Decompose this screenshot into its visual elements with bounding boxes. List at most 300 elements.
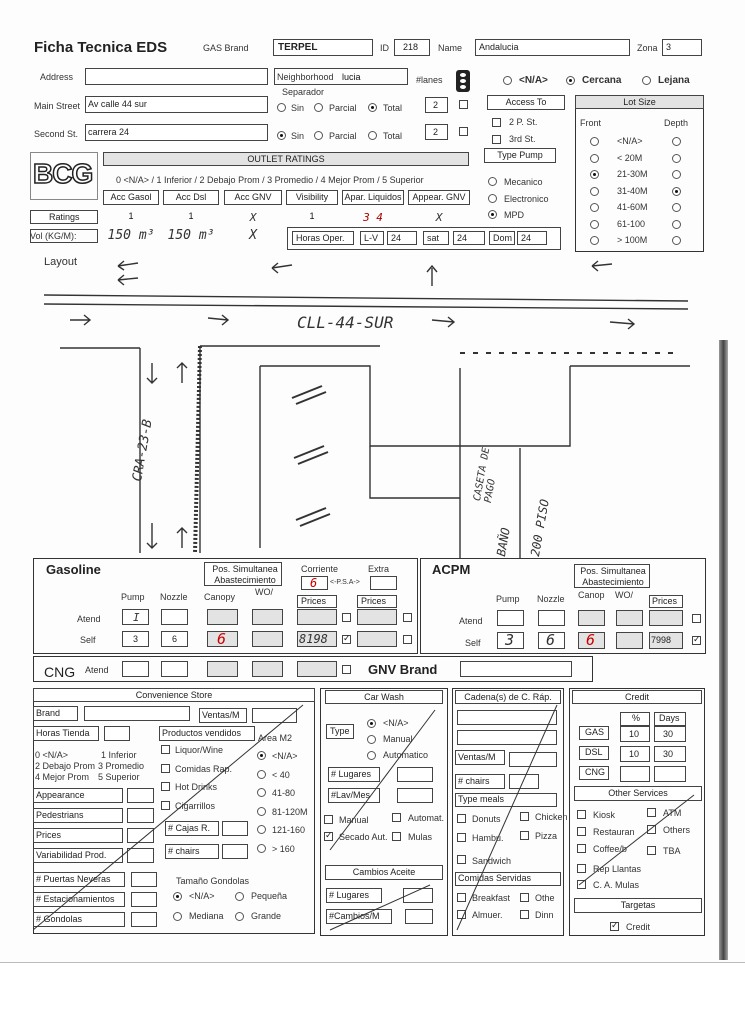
piso-label: 200 PISO — [528, 498, 552, 558]
acpm-self-price-value: 7998 — [651, 635, 672, 645]
proximity-na-label: <N/A> — [519, 75, 548, 86]
second-lanes-field[interactable] — [425, 124, 448, 140]
pump-electronico-label: Electronico — [504, 194, 549, 204]
store-rating-label: Pedestrians — [36, 810, 84, 820]
tamano-label: Tamaño Gondolas — [176, 876, 250, 886]
productos-label: Productos vendidos — [162, 728, 242, 738]
cng-price[interactable] — [297, 661, 337, 677]
gas-nozzle-label: Nozzle — [160, 592, 188, 602]
lot-depth-radio[interactable] — [672, 203, 681, 212]
area-label-option: 121-160 — [272, 825, 306, 835]
acpm-title: ACPM — [432, 562, 471, 577]
product-label: Liquor/Wine — [175, 745, 224, 755]
credit-dsl-label: DSL — [585, 747, 603, 757]
layout-sketch — [40, 258, 700, 558]
main-parcial-label: Parcial — [329, 103, 357, 113]
acpm-atend-wo[interactable] — [616, 610, 643, 626]
acpm-self-price-check[interactable] — [692, 636, 701, 645]
credit-gas-days-value: 30 — [663, 729, 674, 739]
gas-prices-label: Prices — [301, 596, 327, 606]
second-sin-label: Sin — [291, 131, 305, 141]
almuer-label: Almuer. — [472, 910, 503, 920]
proximity-cercana-radio[interactable] — [566, 76, 575, 85]
psa-field[interactable] — [301, 576, 328, 590]
acpm-atend-price[interactable] — [649, 610, 683, 626]
gas-atend-extra-price[interactable] — [357, 609, 397, 625]
gas-atend-label: Atend — [77, 614, 101, 624]
gas-atend-price-check[interactable] — [342, 613, 351, 622]
gas-self-canopy-value: 6 — [217, 630, 227, 648]
access-3rdst-label: 3rd St. — [509, 134, 536, 144]
brand-label: Brand — [36, 708, 61, 718]
lot-option-label: 61-100 — [617, 218, 646, 229]
acpm-atend-canopy[interactable] — [578, 610, 605, 626]
carwash-automat-label: Automat. — [408, 813, 445, 823]
zona-label: Zona — [637, 43, 658, 53]
lot-depth-radio[interactable] — [672, 154, 681, 163]
acpm-atend-price-check[interactable] — [692, 614, 701, 623]
gas-self-nozzle[interactable] — [161, 631, 188, 647]
horas-label-box — [292, 231, 354, 245]
outlet-column-label: Apar. Liquidos — [344, 192, 402, 202]
outlet-rating-value: 3 4 — [363, 211, 383, 224]
name-label: Name — [438, 43, 463, 53]
area-label-option: < 40 — [272, 769, 290, 780]
credit-dsl-pct[interactable] — [620, 746, 650, 762]
pump-mecanico-radio[interactable] — [488, 177, 497, 186]
type-pump-title: Type Pump — [484, 148, 556, 163]
dinn-label: Dinn — [535, 910, 554, 920]
cng-nozzle[interactable] — [161, 661, 188, 677]
credit-dsl-pct-value: 10 — [629, 749, 640, 759]
cng-wo[interactable] — [252, 661, 283, 677]
gas-self-price[interactable] — [297, 631, 337, 647]
cng-title: CNG — [44, 664, 76, 680]
page-bottom-margin — [0, 962, 745, 1024]
credit-cng-days[interactable] — [654, 766, 686, 782]
lot-front-radio[interactable] — [590, 137, 599, 146]
lot-option-label: > 100M — [617, 235, 648, 245]
id-field[interactable] — [394, 39, 430, 56]
extra-field[interactable] — [370, 576, 397, 590]
name-field[interactable] — [475, 39, 630, 56]
carwash-manual-label: Manual — [383, 734, 413, 744]
store-scale-b: 1 Inferior — [101, 750, 137, 760]
outlet-column-header — [163, 190, 219, 205]
gas-self-nozzle-value: 6 — [172, 634, 178, 644]
second-parcial-radio[interactable] — [314, 131, 323, 140]
acpm-self-pump[interactable] — [497, 632, 524, 649]
puertas-label: # Puertas Neveras — [36, 874, 111, 884]
cng-price-check[interactable] — [342, 665, 351, 674]
street-main-label: CLL-44-SUR — [297, 313, 394, 332]
id-label: ID — [380, 43, 389, 53]
lot-front-radio[interactable] — [590, 236, 599, 245]
lav-mes-label: #Lav/Mes — [331, 790, 371, 800]
dom-label-box — [489, 231, 515, 245]
others-label: Others — [663, 825, 691, 835]
mulas-label: Mulas — [408, 832, 433, 842]
gas-atend-wo[interactable] — [252, 609, 283, 625]
lot-option-label: < 20M — [617, 152, 643, 163]
second-street-field[interactable] — [85, 124, 268, 141]
acpm-self-nozzle[interactable] — [538, 632, 565, 649]
name-value: Andalucia — [479, 42, 519, 52]
separador-label: Separador — [282, 87, 325, 97]
tba-label: TBA — [663, 846, 681, 856]
credit-gas-days[interactable] — [654, 726, 686, 742]
sat-label-box — [423, 231, 449, 245]
outlet-column-label: Acc GNV — [234, 192, 272, 202]
store-scale-f: 5 Superior — [98, 772, 140, 782]
credit-strike-line — [569, 790, 705, 890]
horas-tienda-label: Horas Tienda — [36, 728, 90, 738]
ca-mulas-label: C. A. Mulas — [593, 880, 640, 890]
main-total-radio[interactable] — [368, 103, 377, 112]
other-services-title: Other Services — [574, 786, 702, 801]
lv-field[interactable] — [387, 231, 417, 245]
bcg-logo-text: BCG — [33, 158, 93, 189]
credit-gas-pct-value: 10 — [629, 729, 640, 739]
outlet-column-header — [408, 190, 470, 205]
acpm-self-pump-value: 3 — [505, 631, 515, 649]
credit-cng-pct[interactable] — [620, 766, 650, 782]
access-2pst-label: 2 P. St. — [509, 117, 538, 127]
outlet-rating-value: 1 — [309, 211, 315, 221]
store-scale-e: 4 Mejor Prom — [35, 772, 90, 782]
sat-field[interactable] — [453, 231, 485, 245]
credit-dsl-days[interactable] — [654, 746, 686, 762]
store-chairs-label: # chairs — [168, 846, 200, 856]
lot-front-radio[interactable] — [590, 170, 599, 179]
store-strike-line — [33, 690, 315, 935]
pos-simultanea-label: Pos. Simultanea Abastecimiento — [212, 564, 278, 585]
carwash-type-label: Type — [330, 726, 350, 736]
product-label: Comidas Rap. — [175, 763, 233, 774]
gas-atend-pump[interactable] — [122, 609, 149, 625]
second-total-radio[interactable] — [368, 131, 377, 140]
outlet-rating-value: 1 — [128, 211, 134, 221]
cajas-label: # Cajas R. — [168, 823, 211, 833]
outlet-column-label: Acc Dsl — [175, 192, 207, 202]
lot-front-radio[interactable] — [590, 154, 599, 163]
ventas-label: Ventas/M — [202, 710, 240, 720]
carwash-manual2-label: Manual — [339, 815, 369, 825]
othe-label: Othe — [535, 893, 555, 903]
store-scale-d: 3 Promedio — [98, 761, 145, 771]
lot-option-label: 21-30M — [617, 169, 648, 179]
main-sin-label: Sin — [291, 103, 305, 113]
restauran-label: Restauran — [593, 827, 635, 837]
gas-atend-nozzle[interactable] — [161, 609, 188, 625]
bano-label: BAÑO — [494, 526, 513, 558]
gondolas-label: # Gondolas — [36, 914, 83, 924]
carwash-title: Car Wash — [325, 690, 443, 704]
neighborhood-field[interactable] — [274, 68, 408, 85]
cadena-ventas-label: Ventas/M — [458, 752, 496, 762]
lot-option-label: 31-40M — [617, 185, 648, 196]
credit-days-label-box — [654, 712, 686, 726]
main-parcial-radio[interactable] — [314, 103, 323, 112]
outlet-scale: 0 <N/A> / 1 Inferior / 2 Debajo Prom / 3 Promedio / 4 Mejor Prom / 5 Superior — [116, 175, 424, 185]
store-scale-c: 2 Debajo Prom — [35, 761, 96, 771]
credit-pct-label: % — [632, 713, 641, 723]
gas-prices-extra-label-box — [357, 595, 397, 608]
pump-mecanico-label: Mecanico — [504, 177, 543, 187]
gas-self-extra-check[interactable] — [403, 635, 412, 644]
credit-gas-label: GAS — [585, 727, 605, 737]
outlet-column-header — [103, 190, 159, 205]
acpm-atend-label: Atend — [459, 616, 483, 626]
gas-prices-extra-label: Prices — [361, 596, 387, 606]
acpm-self-nozzle-value: 6 — [546, 631, 556, 649]
product-label: Cigarrillos — [175, 800, 216, 811]
credit-dsl-days-value: 30 — [663, 749, 674, 759]
dom-label: Dom — [493, 233, 513, 243]
lot-option-label: <N/A> — [617, 136, 643, 146]
acpm-atend-pump[interactable] — [497, 610, 524, 626]
dom-value: 24 — [521, 233, 532, 243]
cng-pump[interactable] — [122, 661, 149, 677]
gas-self-wo[interactable] — [252, 631, 283, 647]
gas-atend-price[interactable] — [297, 609, 337, 625]
neighborhood-value: lucia — [342, 72, 361, 82]
acpm-pos-simultanea-label: Pos. Simultanea Abastecimiento — [580, 566, 646, 587]
pump-electronico-radio[interactable] — [488, 194, 497, 203]
extra-label: Extra — [368, 564, 390, 574]
gas-self-pump[interactable] — [122, 631, 149, 647]
sat-label: sat — [427, 233, 440, 243]
cadena-strike-line — [452, 690, 564, 935]
tamano-mediana-label: Mediana — [189, 911, 224, 921]
carwash-automatico-label: Automatico — [383, 750, 429, 760]
main-lanes-field[interactable] — [425, 97, 448, 113]
lot-front-radio[interactable] — [590, 220, 599, 229]
zona-field[interactable] — [662, 39, 702, 56]
gas-pump-label: Pump — [121, 592, 145, 602]
atm-label: ATM — [663, 808, 682, 818]
main-street-field[interactable] — [85, 96, 268, 113]
vol-label-box — [30, 229, 98, 243]
targetas-title: Targetas — [574, 898, 702, 913]
convenience-title: Convenience Store — [33, 688, 315, 702]
carwash-strike-line — [320, 690, 448, 935]
outlet-ratings-title: OUTLET RATINGS — [103, 152, 469, 166]
gas-atend-extra-check[interactable] — [403, 613, 412, 622]
lot-front-radio[interactable] — [590, 187, 599, 196]
credit-gas-pct[interactable] — [620, 726, 650, 742]
carwash-lugares-label: # Lugares — [331, 769, 372, 779]
gas-self-pump-value: 3 — [133, 634, 139, 644]
pump-mpd-radio[interactable] — [488, 210, 497, 219]
second-lanes-check[interactable] — [459, 127, 468, 136]
outlet-column-header — [224, 190, 282, 205]
corriente-label: Corriente — [301, 564, 339, 574]
cambios-lugares-label: # Lugares — [329, 890, 370, 900]
area-label-option: > 160 — [272, 843, 295, 854]
store-rating-label: Appearance — [36, 790, 85, 800]
vol-label: Vol (KG/M): — [30, 231, 77, 241]
cadena-title: Cadena(s) de C. Ráp. — [455, 690, 561, 704]
lot-depth-radio[interactable] — [672, 187, 681, 196]
pos-simultanea-label-box — [204, 562, 282, 586]
secado-label: Secado Aut. — [339, 832, 388, 842]
gas-canopy-label: Canopy — [204, 592, 236, 602]
acpm-prices-label-box — [649, 595, 683, 608]
acpm-self-price[interactable] — [649, 632, 683, 649]
second-lanes-value: 2 — [433, 127, 439, 137]
tamano-grande-label: Grande — [251, 911, 282, 921]
gas-brand-field[interactable] — [273, 39, 373, 56]
breakfast-label: Breakfast — [472, 893, 511, 903]
lot-depth-radio[interactable] — [672, 220, 681, 229]
acpm-self-canopy-value: 6 — [586, 631, 596, 649]
gnv-brand-field[interactable] — [460, 661, 572, 677]
type-meals-label: Type meals — [458, 794, 505, 804]
outlet-vol-value: X — [249, 228, 257, 243]
main-lanes-check[interactable] — [459, 100, 468, 109]
tamano-pequena-label: Pequeña — [251, 891, 288, 901]
outlet-column-label: Acc Gasol — [110, 192, 152, 202]
cambios-m-label: #Cambios/M — [329, 911, 380, 921]
credit-check[interactable] — [610, 922, 619, 931]
main-sin-radio[interactable] — [277, 103, 286, 112]
second-sin-radio[interactable] — [277, 131, 286, 140]
gas-self-label: Self — [80, 635, 96, 645]
credit-pct-label-box — [620, 712, 650, 726]
lot-front-label: Front — [580, 118, 602, 128]
lot-size-title: Lot Size — [575, 95, 704, 109]
product-label: Hot Drinks — [175, 782, 218, 792]
proximity-na-radio[interactable] — [503, 76, 512, 85]
cadena-chairs-label: # chairs — [458, 776, 490, 786]
second-street-value: carrera 24 — [88, 127, 130, 137]
main-lanes-value: 2 — [433, 100, 439, 110]
store-scale-a: 0 <N/A> — [35, 750, 69, 760]
access-2pst-check[interactable] — [492, 118, 501, 127]
lot-front-radio[interactable] — [590, 203, 599, 212]
outlet-column-header — [342, 190, 404, 205]
outlet-column-header — [286, 190, 338, 205]
psa-label: <-P.S.A-> — [330, 579, 360, 586]
outlet-rating-value: 1 — [188, 211, 194, 221]
access-to-title: Access To — [487, 95, 565, 110]
acpm-wo-label: WO/ — [615, 590, 633, 600]
outlet-column-label: Visibility — [295, 192, 329, 202]
traffic-light-icon — [456, 70, 470, 92]
outlet-vol-value: 150 m³ — [167, 228, 215, 243]
lv-label: L-V — [364, 233, 379, 243]
store-rating-label: Prices — [36, 830, 62, 840]
outlet-rating-value: X — [249, 211, 257, 224]
ratings-label-box — [30, 210, 98, 224]
acpm-canop-label: Canop — [578, 590, 605, 600]
donuts-label: Donuts — [472, 814, 501, 824]
gas-atend-canopy[interactable] — [207, 609, 238, 625]
acpm-nozzle-label: Nozzle — [537, 594, 565, 604]
outlet-vol-value: 150 m³ — [107, 228, 155, 243]
gas-wo-label: WO/ — [255, 587, 273, 597]
acpm-pump-label: Pump — [496, 594, 520, 604]
horas-label: Horas Oper. — [296, 233, 345, 243]
area-label-option: 41-80 — [272, 788, 296, 798]
acpm-atend-nozzle[interactable] — [538, 610, 565, 626]
acpm-pos-simultanea-box — [574, 564, 650, 588]
gnv-brand-label: GNV Brand — [368, 662, 438, 677]
layout-label: Layout — [44, 256, 78, 268]
coffee-label: Coffee/b — [593, 844, 627, 854]
gas-self-canopy[interactable] — [207, 631, 238, 647]
gas-atend-pump-value: I — [133, 611, 140, 624]
hambu-label: Hambu. — [472, 833, 504, 843]
main-street-label: Main Street — [34, 101, 81, 111]
lot-depth-radio[interactable] — [672, 236, 681, 245]
acpm-self-wo[interactable] — [616, 632, 643, 649]
id-value: 218 — [403, 42, 419, 52]
gas-self-extra-price[interactable] — [357, 631, 397, 647]
gas-prices-label-box — [297, 595, 337, 608]
outlet-column-label: Appear. GNV — [412, 192, 466, 202]
sandwich-label: Sandwich — [472, 856, 512, 866]
access-3rdst-check[interactable] — [492, 135, 501, 144]
sat-value: 24 — [457, 233, 468, 243]
psa-value: 6 — [310, 576, 318, 590]
chicken-label: Chicken — [535, 812, 568, 822]
cambios-title: Cambios Aceite — [325, 865, 443, 880]
proximity-lejana-label: Lejana — [658, 75, 690, 86]
rep-llantas-label: Rep Llantas — [593, 864, 642, 874]
outlet-rating-value: X — [435, 211, 443, 224]
acpm-self-canopy[interactable] — [578, 632, 605, 649]
credit-cng-label: CNG — [585, 767, 605, 777]
gasoline-title: Gasoline — [46, 562, 101, 577]
store-rating-label: Variabilidad Prod. — [36, 850, 107, 860]
area-label-option: <N/A> — [272, 751, 298, 761]
address-field[interactable] — [85, 68, 268, 85]
street-side-label: CRA-23-B — [130, 418, 156, 483]
cng-canopy[interactable] — [207, 661, 238, 677]
proximity-cercana-label: Cercana — [582, 75, 622, 86]
lot-depth-radio[interactable] — [672, 137, 681, 146]
cng-atend-label: Atend — [85, 665, 109, 675]
caseta-label: CASETA DE PAGO — [472, 446, 498, 504]
comidas-servidas-label: Comidas Servidas — [458, 873, 532, 883]
credit-days-label: Days — [659, 713, 680, 723]
lanes-label: #lanes — [416, 75, 443, 85]
scan-edge — [719, 340, 728, 960]
ratings-label: Ratings — [49, 212, 80, 222]
form-title: Ficha Tecnica EDS — [34, 39, 168, 56]
second-parcial-label: Parcial — [329, 131, 357, 141]
lot-depth-radio[interactable] — [672, 170, 681, 179]
proximity-lejana-radio[interactable] — [642, 76, 651, 85]
area-label: Area M2 — [258, 733, 293, 743]
estacionamientos-label: # Estacionamientos — [36, 894, 115, 904]
main-total-label: Total — [383, 103, 403, 113]
second-street-label: Second St. — [34, 129, 79, 139]
tamano-na-label: <N/A> — [189, 891, 215, 901]
main-street-value: Av calle 44 sur — [88, 99, 147, 109]
lot-option-label: 41-60M — [617, 202, 648, 212]
pump-mpd-label: MPD — [504, 210, 524, 220]
lot-size-panel — [575, 107, 704, 252]
pizza-label: Pizza — [535, 831, 558, 841]
carwash-na-label: <N/A> — [383, 718, 409, 728]
dom-field[interactable] — [517, 231, 547, 245]
gas-self-price-check[interactable] — [342, 635, 351, 644]
gas-brand-value: TERPEL — [278, 42, 318, 53]
second-total-label: Total — [383, 131, 403, 141]
